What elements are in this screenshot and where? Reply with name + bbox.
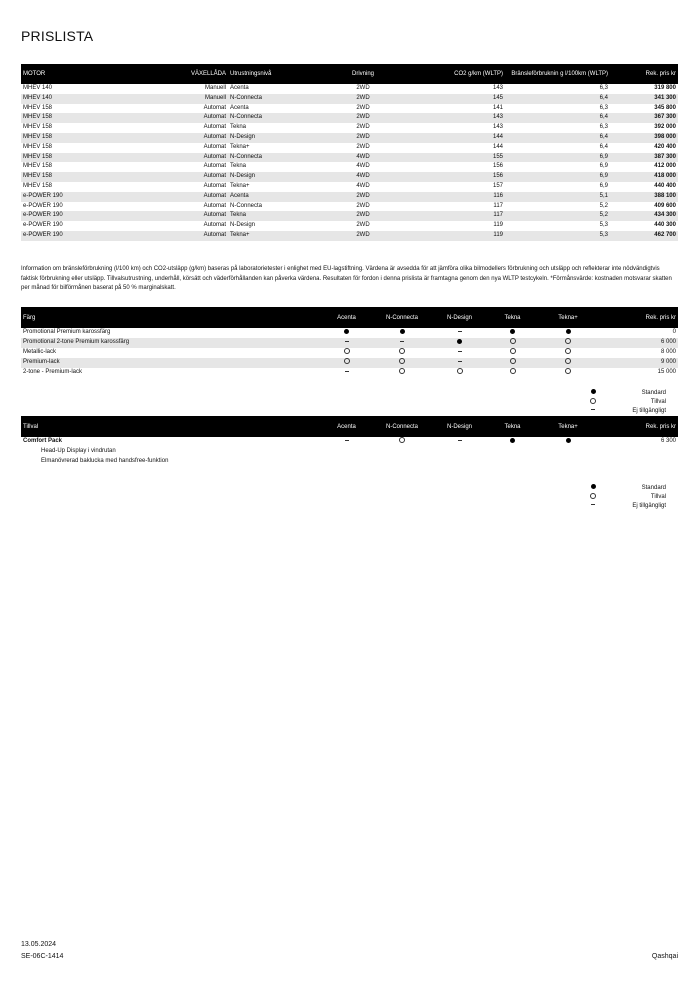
- cell-trim: N-Design: [228, 172, 316, 182]
- cell-co2: 116: [410, 192, 505, 202]
- cell-price: 398 000: [610, 133, 678, 143]
- cell-motor: MHEV 158: [23, 182, 53, 189]
- cell-co2: 117: [493, 202, 503, 209]
- cell-motor: MHEV 158: [23, 163, 53, 170]
- empty-circle-icon: [510, 348, 516, 354]
- empty-cell: [321, 447, 372, 457]
- cell-availability: [487, 368, 538, 378]
- cell-gearbox: Automat: [203, 222, 226, 229]
- cell-trim: Tekna: [228, 211, 316, 221]
- cell-drive: 2WD: [316, 133, 410, 143]
- dash-icon: [400, 341, 404, 342]
- cell-trim: N-Connecta: [228, 153, 316, 163]
- cell-fuel: 6,4: [505, 94, 610, 104]
- footer-model: Qashqai: [651, 953, 678, 960]
- empty-cell: [487, 447, 538, 457]
- cell-availability: [487, 338, 538, 348]
- price-table-body: [21, 84, 678, 241]
- dash-icon: [458, 440, 462, 441]
- empty-circle-icon: [457, 368, 463, 374]
- dash-icon: [345, 341, 349, 342]
- header-price: Rek. pris kr: [610, 64, 678, 84]
- filled-dot-icon: [510, 438, 515, 443]
- header-drive: Drivning: [316, 64, 410, 84]
- cell-trim: Tekna+: [230, 182, 250, 189]
- cell-availability: [538, 437, 598, 447]
- table-row: [21, 153, 678, 163]
- color-table-header: [21, 307, 678, 328]
- cell-drive: 2WD: [356, 124, 370, 131]
- cell-trim: Tekna+: [230, 143, 250, 150]
- cell-motor: MHEV 158: [23, 124, 53, 131]
- empty-circle-icon: [590, 398, 596, 404]
- cell-co2: 117: [410, 211, 505, 221]
- cell-availability: [321, 368, 372, 378]
- legend-standard: Standard: [586, 388, 666, 397]
- cell-color-name: 2-tone - Premium-lack: [23, 368, 83, 375]
- table-row: [21, 172, 678, 182]
- options-table-body: [21, 437, 678, 466]
- cell-availability: [538, 348, 598, 358]
- cell-fuel: 6,9: [505, 153, 610, 163]
- header-n-design: N-Design: [432, 416, 487, 437]
- cell-availability: [432, 338, 487, 348]
- cell-fuel: 6,9: [599, 182, 608, 189]
- cell-co2: 119: [410, 231, 505, 241]
- cell-fuel: 5,1: [505, 192, 610, 202]
- header-n-connecta: N-Connecta: [372, 307, 432, 328]
- header-tekna: Tekna: [487, 416, 538, 437]
- table-row: [21, 143, 678, 153]
- table-row: [21, 221, 678, 231]
- cell-gearbox: Automat: [124, 172, 228, 182]
- table-row: [21, 231, 678, 241]
- header-motor: MOTOR: [21, 64, 124, 84]
- cell-gearbox: Automat: [203, 182, 226, 189]
- filled-dot-icon: [591, 389, 596, 394]
- list-item: [21, 447, 678, 457]
- filled-dot-icon: [510, 329, 515, 334]
- dash-icon: [591, 409, 595, 410]
- cell-price: 388 100: [610, 192, 678, 202]
- cell-price: 434 300: [610, 211, 678, 221]
- empty-circle-icon: [510, 368, 516, 374]
- cell-drive: 4WD: [316, 153, 410, 163]
- options-table-header: [21, 416, 678, 437]
- cell-drive: 4WD: [356, 163, 370, 170]
- empty-circle-icon: [399, 348, 405, 354]
- cell-pack-name: Comfort Pack: [21, 437, 321, 447]
- cell-price: 341 300: [610, 94, 678, 104]
- empty-cell: [372, 447, 432, 457]
- cell-availability: [432, 437, 487, 447]
- filled-dot-icon: [400, 329, 405, 334]
- cell-gearbox: Automat: [124, 231, 228, 241]
- cell-drive: 4WD: [356, 182, 370, 189]
- cell-fuel: 6,4: [505, 133, 610, 143]
- dash-icon: [458, 361, 462, 362]
- cell-gearbox: Manuell: [204, 85, 226, 91]
- cell-gearbox: Automat: [124, 133, 228, 143]
- legend-na: Ej tillgängligt: [586, 406, 666, 415]
- cell-gearbox: Automat: [203, 202, 226, 209]
- cell-trim: Tekna+: [228, 231, 316, 241]
- cell-motor: e-POWER 190: [23, 202, 63, 209]
- dash-icon: [591, 504, 595, 505]
- dash-icon: [345, 440, 349, 441]
- header-co2: CO2 g/km (WLTP): [410, 64, 505, 84]
- empty-cell: [538, 457, 598, 467]
- fuel-info-text: Information om bränsleförbrukning (l/100 km) och CO2-utsläpp (g/km) baseras på laboratorietester i enlighet med EU-lagstiftning. Värdena är avsedda för att jämföra olika bilmodellers förbrukning och utsläpp och reflekterar inte nödvändigtvis faktisk förbrukning eller utsläpp. Tillvalsutrustning, underhåll, körsätt och väderförhållanden kan påverka värdena. Resultaten för fordon i denna prislista är framtagna genom den nya WLTP testcykeln. *Förmånsvärde: kostnaden motsvarar skatten per månad för bilförmånen baserat på 50 % marginalskatt.: [21, 266, 672, 291]
- cell-availability: [538, 368, 598, 378]
- cell-availability: [372, 358, 432, 368]
- cell-motor: e-POWER 190: [21, 192, 124, 202]
- cell-drive: 2WD: [356, 104, 370, 111]
- page-title: PRISLISTA: [21, 28, 94, 44]
- color-table-body: [21, 328, 678, 378]
- cell-gearbox: Automat: [203, 124, 226, 131]
- cell-motor: e-POWER 190: [21, 211, 124, 221]
- cell-fuel: 6,4: [505, 113, 610, 123]
- cell-fuel: 5,3: [505, 231, 610, 241]
- filled-dot-icon: [566, 329, 571, 334]
- cell-price: 345 800: [654, 104, 676, 111]
- cell-fuel: 6,3: [599, 104, 608, 111]
- legend-standard: Standard: [586, 483, 666, 492]
- cell-trim: N-Design: [230, 222, 256, 229]
- price-table-header: [21, 64, 678, 84]
- price-table: [21, 64, 678, 241]
- footer-date: 13.05.2024: [21, 941, 57, 948]
- cell-motor: e-POWER 190: [23, 222, 63, 229]
- cell-availability: [487, 358, 538, 368]
- table-row: [21, 94, 678, 104]
- cell-availability: [321, 338, 372, 348]
- cell-drive: 2WD: [316, 231, 410, 241]
- empty-circle-icon: [344, 348, 350, 354]
- cell-drive: 2WD: [316, 94, 410, 104]
- table-row: [21, 84, 678, 94]
- cell-availability: [487, 348, 538, 358]
- cell-motor: MHEV 158: [23, 104, 53, 111]
- cell-drive: 4WD: [316, 172, 410, 182]
- cell-trim: N-Connecta: [230, 202, 263, 209]
- legend-option: Tillval: [586, 492, 666, 501]
- cell-availability: [538, 358, 598, 368]
- table-row: [21, 348, 678, 358]
- cell-co2: 143: [492, 85, 503, 91]
- header-n-design: N-Design: [432, 307, 487, 328]
- cell-price: 440 300: [654, 222, 676, 229]
- table-row: [21, 368, 678, 378]
- cell-fuel: 6,3: [599, 124, 608, 131]
- empty-cell: [598, 457, 678, 467]
- cell-motor: e-POWER 190: [21, 231, 124, 241]
- header-options: Tillval: [21, 416, 321, 437]
- header-gearbox: VÄXELLÅDA: [124, 64, 228, 84]
- options-legend: [586, 483, 666, 510]
- cell-motor: MHEV 158: [21, 133, 124, 143]
- empty-circle-icon: [565, 358, 571, 364]
- dash-icon: [458, 331, 462, 332]
- cell-co2: 157: [492, 182, 503, 189]
- cell-availability: [321, 328, 372, 338]
- cell-availability: [432, 348, 487, 358]
- table-row: [21, 437, 678, 447]
- cell-availability: [487, 328, 538, 338]
- empty-circle-icon: [565, 368, 571, 374]
- cell-gearbox: Automat: [203, 163, 226, 170]
- cell-color-name: Premium-lack: [21, 358, 321, 368]
- cell-motor: MHEV 158: [21, 172, 124, 182]
- cell-gearbox: Automat: [203, 143, 226, 150]
- table-row: [21, 338, 678, 348]
- cell-price: 0: [672, 329, 676, 335]
- header-options-price: Rek. pris kr: [598, 416, 678, 437]
- cell-co2: 143: [410, 113, 505, 123]
- cell-fuel: 5,2: [505, 211, 610, 221]
- cell-price: 319 800: [654, 85, 676, 91]
- filled-dot-icon: [457, 339, 462, 344]
- table-row: [21, 182, 678, 192]
- cell-motor: MHEV 158: [21, 153, 124, 163]
- cell-gearbox: Automat: [124, 153, 228, 163]
- table-row: [21, 123, 678, 133]
- cell-trim: Acenta: [230, 85, 249, 91]
- cell-trim: N-Design: [228, 133, 316, 143]
- list-item: [21, 457, 678, 467]
- cell-availability: [538, 328, 598, 338]
- header-trim: Utrustningsnivå: [228, 64, 316, 84]
- header-fuel: Bränsleförbruknin g l/100km (WLTP): [505, 64, 610, 84]
- cell-drive: 2WD: [316, 211, 410, 221]
- cell-gearbox: Automat: [124, 113, 228, 123]
- empty-circle-icon: [399, 368, 405, 374]
- cell-availability: [372, 368, 432, 378]
- header-n-connecta: N-Connecta: [372, 416, 432, 437]
- empty-circle-icon: [399, 437, 405, 443]
- cell-fuel: 6,9: [505, 172, 610, 182]
- cell-price: 6 000: [598, 338, 678, 348]
- table-row: [21, 211, 678, 221]
- cell-price: 409 600: [654, 202, 676, 209]
- cell-price: 418 000: [610, 172, 678, 182]
- cell-co2: 156: [492, 163, 503, 170]
- empty-circle-icon: [565, 338, 571, 344]
- header-color: Färg: [21, 307, 321, 328]
- cell-availability: [487, 437, 538, 447]
- cell-color-name: Promotional 2-tone Premium karossfärg: [21, 338, 321, 348]
- cell-fuel: 6,4: [599, 143, 608, 150]
- cell-motor: MHEV 140: [21, 94, 124, 104]
- cell-gearbox: Automat: [124, 211, 228, 221]
- cell-availability: [432, 328, 487, 338]
- cell-drive: 2WD: [356, 202, 370, 209]
- header-color-price: Rek. pris kr: [598, 307, 678, 328]
- cell-co2: 144: [492, 143, 503, 150]
- legend-na: Ej tillgängligt: [586, 501, 666, 510]
- table-row: [21, 328, 678, 338]
- cell-availability: [372, 338, 432, 348]
- cell-motor: MHEV 158: [23, 143, 53, 150]
- cell-availability: [321, 348, 372, 358]
- header-tekna-plus: Tekna+: [538, 307, 598, 328]
- empty-cell: [432, 457, 487, 467]
- cell-co2: 141: [492, 104, 503, 111]
- table-row: [21, 162, 678, 172]
- empty-cell: [372, 457, 432, 467]
- cell-gearbox: Manuell: [124, 94, 228, 104]
- cell-drive: 2WD: [316, 113, 410, 123]
- cell-fuel: 5,3: [599, 222, 608, 229]
- cell-trim: Tekna: [230, 124, 247, 131]
- cell-price: 412 000: [654, 163, 676, 170]
- empty-circle-icon: [510, 358, 516, 364]
- cell-availability: [372, 328, 432, 338]
- table-row: [21, 202, 678, 212]
- cell-color-name: Promotional Premium karossfärg: [23, 329, 111, 335]
- cell-drive: 2WD: [356, 85, 370, 91]
- cell-trim: Acenta: [230, 104, 249, 111]
- color-table: [21, 307, 678, 378]
- cell-color-name: Metallic-lack: [23, 348, 57, 355]
- pack-item-label: Head-Up Display i vindrutan: [21, 447, 321, 457]
- cell-gearbox: Automat: [203, 104, 226, 111]
- pack-item-label: Elmanövrerad baklucka med handsfree-funktion: [21, 457, 321, 467]
- cell-price: 15 000: [657, 368, 676, 375]
- cell-price: 8 000: [660, 348, 676, 355]
- cell-availability: [372, 437, 432, 447]
- cell-motor: MHEV 158: [21, 113, 124, 123]
- cell-drive: 2WD: [356, 143, 370, 150]
- options-table: [21, 416, 678, 466]
- cell-co2: 143: [492, 124, 503, 131]
- empty-cell: [598, 447, 678, 457]
- empty-circle-icon: [590, 493, 596, 499]
- footer-code: SE-06C-1414: [21, 953, 64, 960]
- header-acenta: Acenta: [321, 307, 372, 328]
- cell-motor: MHEV 140: [23, 85, 53, 91]
- cell-price: 387 300: [610, 153, 678, 163]
- cell-availability: [372, 348, 432, 358]
- cell-co2: 156: [410, 172, 505, 182]
- cell-price: 367 300: [610, 113, 678, 123]
- empty-circle-icon: [565, 348, 571, 354]
- empty-cell: [538, 447, 598, 457]
- filled-dot-icon: [591, 484, 596, 489]
- cell-co2: 145: [410, 94, 505, 104]
- dash-icon: [345, 371, 349, 372]
- header-tekna-plus: Tekna+: [538, 416, 598, 437]
- cell-trim: N-Connecta: [228, 94, 316, 104]
- header-acenta: Acenta: [321, 416, 372, 437]
- cell-availability: [321, 437, 372, 447]
- table-row: [21, 192, 678, 202]
- header-tekna: Tekna: [487, 307, 538, 328]
- table-row: [21, 358, 678, 368]
- empty-circle-icon: [344, 358, 350, 364]
- empty-circle-icon: [399, 358, 405, 364]
- cell-price: 420 400: [654, 143, 676, 150]
- color-legend: [586, 388, 666, 415]
- cell-gearbox: Automat: [124, 192, 228, 202]
- cell-drive: 2WD: [316, 192, 410, 202]
- cell-availability: [432, 358, 487, 368]
- filled-dot-icon: [566, 438, 571, 443]
- table-row: [21, 133, 678, 143]
- cell-drive: 2WD: [356, 222, 370, 229]
- filled-dot-icon: [344, 329, 349, 334]
- cell-availability: [432, 368, 487, 378]
- empty-cell: [487, 457, 538, 467]
- table-row: [21, 104, 678, 114]
- cell-price: 440 400: [654, 182, 676, 189]
- legend-option: Tillval: [586, 397, 666, 406]
- cell-price: 9 000: [598, 358, 678, 368]
- cell-fuel: 5,2: [599, 202, 608, 209]
- empty-cell: [432, 447, 487, 457]
- cell-trim: Acenta: [228, 192, 316, 202]
- cell-availability: [538, 338, 598, 348]
- cell-price: 6 300: [598, 437, 678, 447]
- empty-circle-icon: [510, 338, 516, 344]
- empty-cell: [321, 457, 372, 467]
- cell-trim: N-Connecta: [228, 113, 316, 123]
- cell-price: 462 700: [610, 231, 678, 241]
- table-row: [21, 113, 678, 123]
- cell-availability: [321, 358, 372, 368]
- cell-co2: 155: [410, 153, 505, 163]
- cell-fuel: 6,9: [599, 163, 608, 170]
- cell-co2: 119: [493, 222, 503, 229]
- dash-icon: [458, 351, 462, 352]
- cell-co2: 144: [410, 133, 505, 143]
- cell-price: 392 000: [654, 124, 676, 131]
- cell-fuel: 6,3: [599, 85, 608, 91]
- cell-trim: Tekna: [230, 163, 247, 170]
